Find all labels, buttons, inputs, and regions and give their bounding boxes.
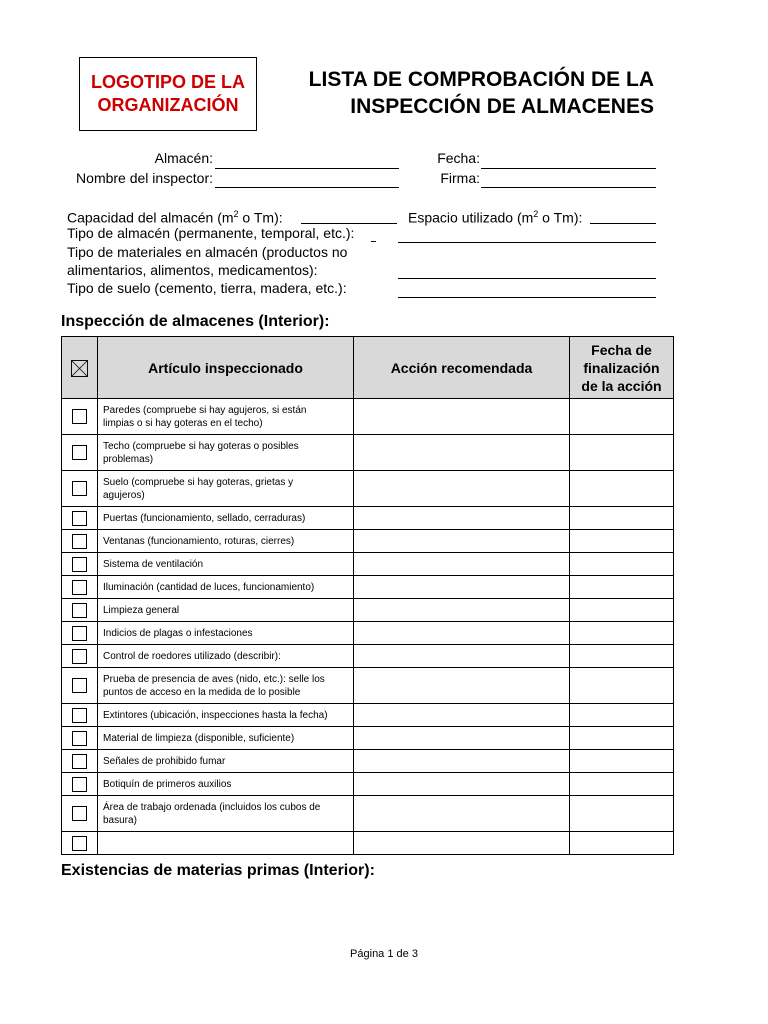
fecha-label: Fecha: [437,150,480,166]
section-raw-materials-title: Existencias de materias primas (Interior): [61,862,375,879]
header-date-line1: Fecha de [591,341,652,358]
action-cell[interactable] [354,796,570,832]
inspector-field[interactable] [215,187,399,188]
item-cell[interactable] [98,832,354,855]
table-row [62,773,674,796]
inspector-label: Nombre del inspector: [76,170,213,186]
action-cell[interactable] [354,399,570,435]
header-date [570,337,674,399]
row-checkbox[interactable] [72,708,87,723]
document-title [270,66,654,120]
action-cell[interactable] [354,576,570,599]
logo-text-line2: ORGANIZACIÓN [97,95,239,115]
action-cell[interactable] [354,435,570,471]
item-cell: Ventanas (funcionamiento, roturas, cierres) [98,530,354,553]
table-header-row [62,337,674,399]
date-cell[interactable] [570,727,674,750]
table-row [62,750,674,773]
table-row [62,530,674,553]
item-cell: Área de trabajo ordenada (incluidos los cubos de basura) [98,796,354,832]
row-checkbox[interactable] [72,626,87,641]
row-checkbox[interactable] [72,603,87,618]
date-cell[interactable] [570,832,674,855]
action-cell[interactable] [354,704,570,727]
date-cell[interactable] [570,471,674,507]
table-row [62,599,674,622]
date-cell[interactable] [570,507,674,530]
espacio-field[interactable] [590,223,656,224]
item-cell: Material de limpieza (disponible, suficiente) [98,727,354,750]
table-row [62,668,674,704]
date-cell[interactable] [570,668,674,704]
item-cell: Techo (compruebe si hay goteras o posibles problemas) [98,435,354,471]
date-cell[interactable] [570,796,674,832]
row-checkbox[interactable] [72,511,87,526]
date-cell[interactable] [570,576,674,599]
capacidad-label: Capacidad del almacén ($m^2$ o Tm): [67,209,283,226]
tipo-materiales-label-line2: alimentarios, alimentos, medicamentos): [67,262,318,278]
action-cell[interactable] [354,471,570,507]
inspection-table [61,336,674,855]
row-checkbox[interactable] [72,754,87,769]
date-cell[interactable] [570,435,674,471]
date-cell[interactable] [570,599,674,622]
row-checkbox[interactable] [72,806,87,821]
table-row [62,399,674,435]
action-cell[interactable] [354,668,570,704]
action-cell[interactable] [354,622,570,645]
item-cell: Botiquín de primeros auxilios [98,773,354,796]
date-cell[interactable] [570,553,674,576]
date-cell[interactable] [570,530,674,553]
row-checkbox[interactable] [72,678,87,693]
item-cell: Puertas (funcionamiento, sellado, cerraduras) [98,507,354,530]
tipo-suelo-field[interactable] [398,297,656,298]
logo-placeholder [79,57,257,131]
tipo-almacen-field[interactable] [398,242,656,243]
tipo-materiales-label-line1: Tipo de materiales en almacén (productos no [67,244,348,260]
table-row [62,507,674,530]
table-row [62,727,674,750]
table-row [62,832,674,855]
item-cell: Limpieza general [98,599,354,622]
title-line2: INSPECCIÓN DE ALMACENES [350,95,654,118]
action-cell[interactable] [354,507,570,530]
firma-field[interactable] [481,187,656,188]
item-cell: Control de roedores utilizado (describir): [98,645,354,668]
action-cell[interactable] [354,599,570,622]
header-date-line3: de la acción [581,377,662,394]
row-checkbox[interactable] [72,445,87,460]
table-row [62,553,674,576]
item-cell: Suelo (compruebe si hay goteras, grietas y agujeros) [98,471,354,507]
table-row [62,435,674,471]
firma-label: Firma: [440,170,480,186]
item-cell: Señales de prohibido fumar [98,750,354,773]
header-date-line2: finalización [583,359,660,376]
row-checkbox[interactable] [72,836,87,851]
section-interior-title: Inspección de almacenes (Interior): [61,313,330,330]
row-checkbox[interactable] [72,534,87,549]
row-checkbox[interactable] [72,731,87,746]
row-checkbox[interactable] [72,409,87,424]
action-cell[interactable] [354,727,570,750]
action-cell[interactable] [354,645,570,668]
header-checkbox-cell [62,337,98,399]
table-row [62,576,674,599]
item-cell: Indicios de plagas o infestaciones [98,622,354,645]
header-action: Acción recomendada [354,337,570,399]
tipo-almacen-label: Tipo de almacén (permanente, temporal, etc.): [67,225,355,241]
item-cell: Extintores (ubicación, inspecciones hasta la fecha) [98,704,354,727]
date-cell[interactable] [570,645,674,668]
row-checkbox[interactable] [72,777,87,792]
item-cell: Iluminación (cantidad de luces, funcionamiento) [98,576,354,599]
action-cell[interactable] [354,553,570,576]
date-cell[interactable] [570,704,674,727]
title-line1: LISTA DE COMPROBACIÓN DE LA [308,68,654,91]
date-cell[interactable] [570,750,674,773]
item-cell: Prueba de presencia de aves (nido, etc.): selle los puntos de acceso en la medida de lo posible [98,668,354,704]
logo-text-line1: LOGOTIPO DE LA [90,72,245,92]
header-item: Artículo inspeccionado [98,337,354,399]
action-cell[interactable] [354,773,570,796]
row-checkbox[interactable] [72,481,87,496]
item-cell: Paredes (compruebe si hay agujeros, si están limpias o si hay goteras en el techo) [98,399,354,435]
table-row [62,704,674,727]
almacen-field[interactable] [215,168,399,169]
tipo-almacen-tick [371,241,376,242]
row-checkbox[interactable] [72,649,87,664]
action-cell[interactable] [354,832,570,855]
espacio-label: Espacio utilizado ($m^2$ o Tm): [408,209,583,226]
item-cell: Sistema de ventilación [98,553,354,576]
action-cell[interactable] [354,530,570,553]
row-checkbox[interactable] [72,580,87,595]
almacen-label: Almacén: [154,150,213,166]
crossed-box-icon [71,360,88,377]
row-checkbox[interactable] [72,557,87,572]
fecha-field[interactable] [481,168,656,169]
date-cell[interactable] [570,622,674,645]
page-number: Página 1 de 3 [350,948,418,960]
tipo-materiales-field[interactable] [398,278,656,279]
date-cell[interactable] [570,399,674,435]
tipo-suelo-label: Tipo de suelo (cemento, tierra, madera, etc.): [67,280,347,296]
table-row [62,622,674,645]
table-row [62,645,674,668]
table-row [62,796,674,832]
table-row [62,471,674,507]
capacidad-field[interactable] [301,223,397,224]
action-cell[interactable] [354,750,570,773]
date-cell[interactable] [570,773,674,796]
